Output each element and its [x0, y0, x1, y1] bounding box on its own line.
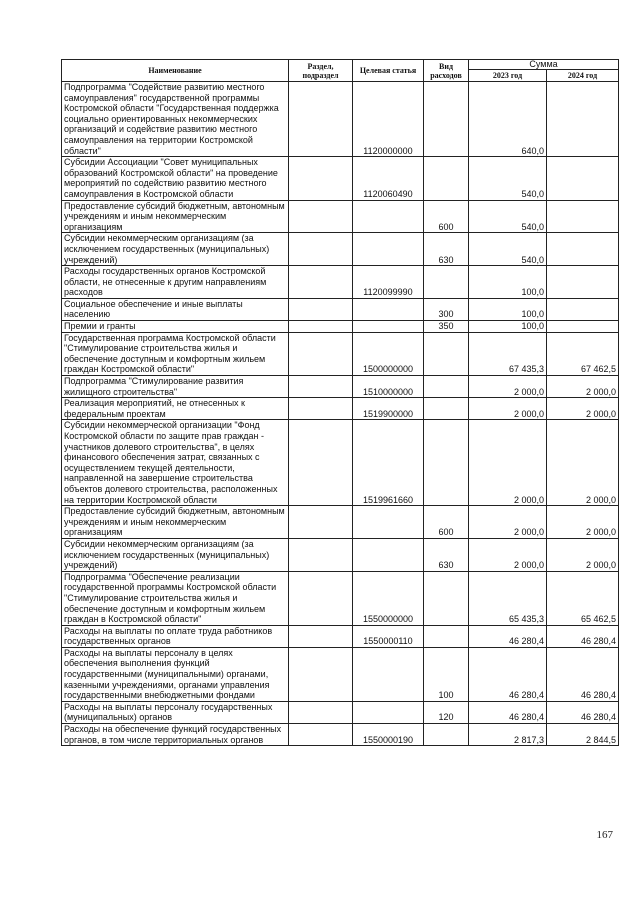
cell-2023: 540,0	[469, 157, 547, 200]
cell-section	[289, 724, 353, 746]
header-type: Вид расходов	[424, 60, 469, 82]
cell-type	[424, 332, 469, 375]
cell-name: Подпрограмма "Обеспечение реализации государственной программы Костромской области "Стимулирование строительства жилья и обеспечение доступным и комфортным жильем граждан в Костромской области"	[62, 571, 289, 625]
cell-name: Государственная программа Костромской области "Стимулирование строительства жилья и обеспечение доступным и комфортным жильем граждан Костромской области"	[62, 332, 289, 375]
table-row	[62, 82, 619, 157]
cell-name: Расходы на выплаты персоналу в целях обеспечения выполнения функций государственными (муниципальными) органами, казенными учреждениями, органами управления государственными внебюджетными фондами	[62, 647, 289, 701]
cell-type: 120	[424, 701, 469, 723]
cell-target: 1120099990	[353, 266, 424, 299]
cell-name: Расходы на выплаты по оплате труда работников государственных органов	[62, 625, 289, 647]
cell-target	[353, 298, 424, 320]
table-row	[62, 571, 619, 625]
cell-name: Подпрограмма "Стимулирование развития жилищного строительства"	[62, 376, 289, 398]
cell-type	[424, 376, 469, 398]
cell-2023: 46 280,4	[469, 625, 547, 647]
cell-2024	[547, 233, 619, 266]
cell-section	[289, 332, 353, 375]
table-row	[62, 506, 619, 539]
cell-target: 1519961660	[353, 420, 424, 506]
cell-target: 1519900000	[353, 398, 424, 420]
cell-name: Субсидии Ассоциации "Совет муниципальных образований Костромской области" на проведение мероприятий по содействию развитию местного самоуправления в Костромской области	[62, 157, 289, 200]
table-row	[62, 233, 619, 266]
cell-name: Предоставление субсидий бюджетным, автономным учреждениям и иным некоммерческим организациям	[62, 506, 289, 539]
table-row	[62, 398, 619, 420]
cell-2023: 65 435,3	[469, 571, 547, 625]
cell-name: Подпрограмма "Содействие развитию местного самоуправления" государственной программы Костромской области "Государственная поддержка социально ориентированных некоммерческих организаций и содействие развитию местного самоуправления на территории Костромской области"	[62, 82, 289, 157]
page-number: 167	[596, 829, 613, 841]
table-row	[62, 332, 619, 375]
cell-2024: 2 000,0	[547, 376, 619, 398]
cell-type	[424, 82, 469, 157]
table-row	[62, 625, 619, 647]
cell-section	[289, 233, 353, 266]
cell-2024: 67 462,5	[547, 332, 619, 375]
cell-name: Расходы на выплаты персоналу государственных (муниципальных) органов	[62, 701, 289, 723]
cell-target: 1120060490	[353, 157, 424, 200]
table-row	[62, 298, 619, 320]
cell-2024	[547, 157, 619, 200]
cell-target: 1550000190	[353, 724, 424, 746]
cell-section	[289, 571, 353, 625]
table-body	[62, 82, 619, 746]
cell-2024	[547, 200, 619, 233]
table-row	[62, 538, 619, 571]
header-target: Целевая статья	[353, 60, 424, 82]
cell-type: 100	[424, 647, 469, 701]
header-name: Наименование	[62, 60, 289, 82]
cell-name: Премии и гранты	[62, 321, 289, 333]
table-row	[62, 376, 619, 398]
cell-section	[289, 647, 353, 701]
cell-name: Субсидии некоммерческой организации "Фонд Костромской области по защите прав граждан - участников долевого строительства", в целях финансового обеспечения затрат, связанных с осуществлением текущей деятельности, направленной на завершение строительства объектов долевого строительства, расположенных на территории Костромской области	[62, 420, 289, 506]
cell-type: 630	[424, 233, 469, 266]
cell-name: Расходы государственных органов Костромской области, не отнесенные к другим направлениям расходов	[62, 266, 289, 299]
cell-section	[289, 506, 353, 539]
cell-2024: 2 000,0	[547, 398, 619, 420]
table-row	[62, 266, 619, 299]
cell-section	[289, 321, 353, 333]
cell-2024	[547, 321, 619, 333]
cell-2023: 100,0	[469, 321, 547, 333]
cell-type: 350	[424, 321, 469, 333]
cell-section	[289, 266, 353, 299]
cell-section	[289, 398, 353, 420]
cell-2024: 2 844,5	[547, 724, 619, 746]
cell-target	[353, 321, 424, 333]
cell-2023: 2 000,0	[469, 376, 547, 398]
table-row	[62, 420, 619, 506]
cell-section	[289, 701, 353, 723]
cell-2024: 46 280,4	[547, 701, 619, 723]
cell-2023: 540,0	[469, 233, 547, 266]
cell-section	[289, 298, 353, 320]
cell-2023: 2 000,0	[469, 420, 547, 506]
cell-2023: 2 817,3	[469, 724, 547, 746]
cell-section	[289, 376, 353, 398]
cell-2023: 67 435,3	[469, 332, 547, 375]
cell-target	[353, 701, 424, 723]
cell-type: 630	[424, 538, 469, 571]
table-row	[62, 157, 619, 200]
cell-2024: 2 000,0	[547, 420, 619, 506]
cell-type: 300	[424, 298, 469, 320]
cell-target	[353, 506, 424, 539]
cell-name: Субсидии некоммерческим организациям (за исключением государственных (муниципальных) учреждений)	[62, 233, 289, 266]
table-row	[62, 724, 619, 746]
cell-type	[424, 571, 469, 625]
cell-target	[353, 200, 424, 233]
cell-2024	[547, 82, 619, 157]
cell-2023: 46 280,4	[469, 701, 547, 723]
cell-2024: 46 280,4	[547, 647, 619, 701]
cell-target: 1120000000	[353, 82, 424, 157]
cell-target: 1510000000	[353, 376, 424, 398]
cell-type	[424, 157, 469, 200]
cell-target: 1550000110	[353, 625, 424, 647]
cell-section	[289, 157, 353, 200]
cell-type	[424, 266, 469, 299]
cell-section	[289, 420, 353, 506]
cell-target: 1500000000	[353, 332, 424, 375]
header-year-2023: 2023 год	[469, 70, 547, 82]
cell-target	[353, 647, 424, 701]
cell-2023: 2 000,0	[469, 538, 547, 571]
cell-type	[424, 724, 469, 746]
cell-2023: 640,0	[469, 82, 547, 157]
table-row	[62, 701, 619, 723]
cell-2023: 100,0	[469, 266, 547, 299]
table-row	[62, 647, 619, 701]
cell-name: Предоставление субсидий бюджетным, автономным учреждениям и иным некоммерческим организациям	[62, 200, 289, 233]
cell-type	[424, 398, 469, 420]
cell-section	[289, 625, 353, 647]
cell-type	[424, 625, 469, 647]
cell-name: Субсидии некоммерческим организациям (за исключением государственных (муниципальных) учреждений)	[62, 538, 289, 571]
cell-section	[289, 538, 353, 571]
header-year-2024: 2024 год	[547, 70, 619, 82]
table-row	[62, 321, 619, 333]
header-section: Раздел, подраздел	[289, 60, 353, 82]
cell-2023: 540,0	[469, 200, 547, 233]
cell-2024	[547, 298, 619, 320]
cell-section	[289, 200, 353, 233]
cell-2023: 2 000,0	[469, 506, 547, 539]
cell-name: Реализация мероприятий, не отнесенных к федеральным проектам	[62, 398, 289, 420]
cell-type	[424, 420, 469, 506]
cell-2023: 2 000,0	[469, 398, 547, 420]
cell-name: Расходы на обеспечение функций государственных органов, в том числе территориальных органов	[62, 724, 289, 746]
cell-target	[353, 538, 424, 571]
cell-type: 600	[424, 200, 469, 233]
cell-2023: 46 280,4	[469, 647, 547, 701]
cell-type: 600	[424, 506, 469, 539]
cell-section	[289, 82, 353, 157]
cell-2024: 2 000,0	[547, 538, 619, 571]
cell-2024: 46 280,4	[547, 625, 619, 647]
cell-target: 1550000000	[353, 571, 424, 625]
budget-table	[61, 59, 619, 746]
cell-2024: 65 462,5	[547, 571, 619, 625]
cell-name: Социальное обеспечение и иные выплаты населению	[62, 298, 289, 320]
cell-target	[353, 233, 424, 266]
cell-2024	[547, 266, 619, 299]
header-sum: Сумма	[469, 60, 619, 70]
cell-2023: 100,0	[469, 298, 547, 320]
table-row	[62, 200, 619, 233]
cell-2024: 2 000,0	[547, 506, 619, 539]
